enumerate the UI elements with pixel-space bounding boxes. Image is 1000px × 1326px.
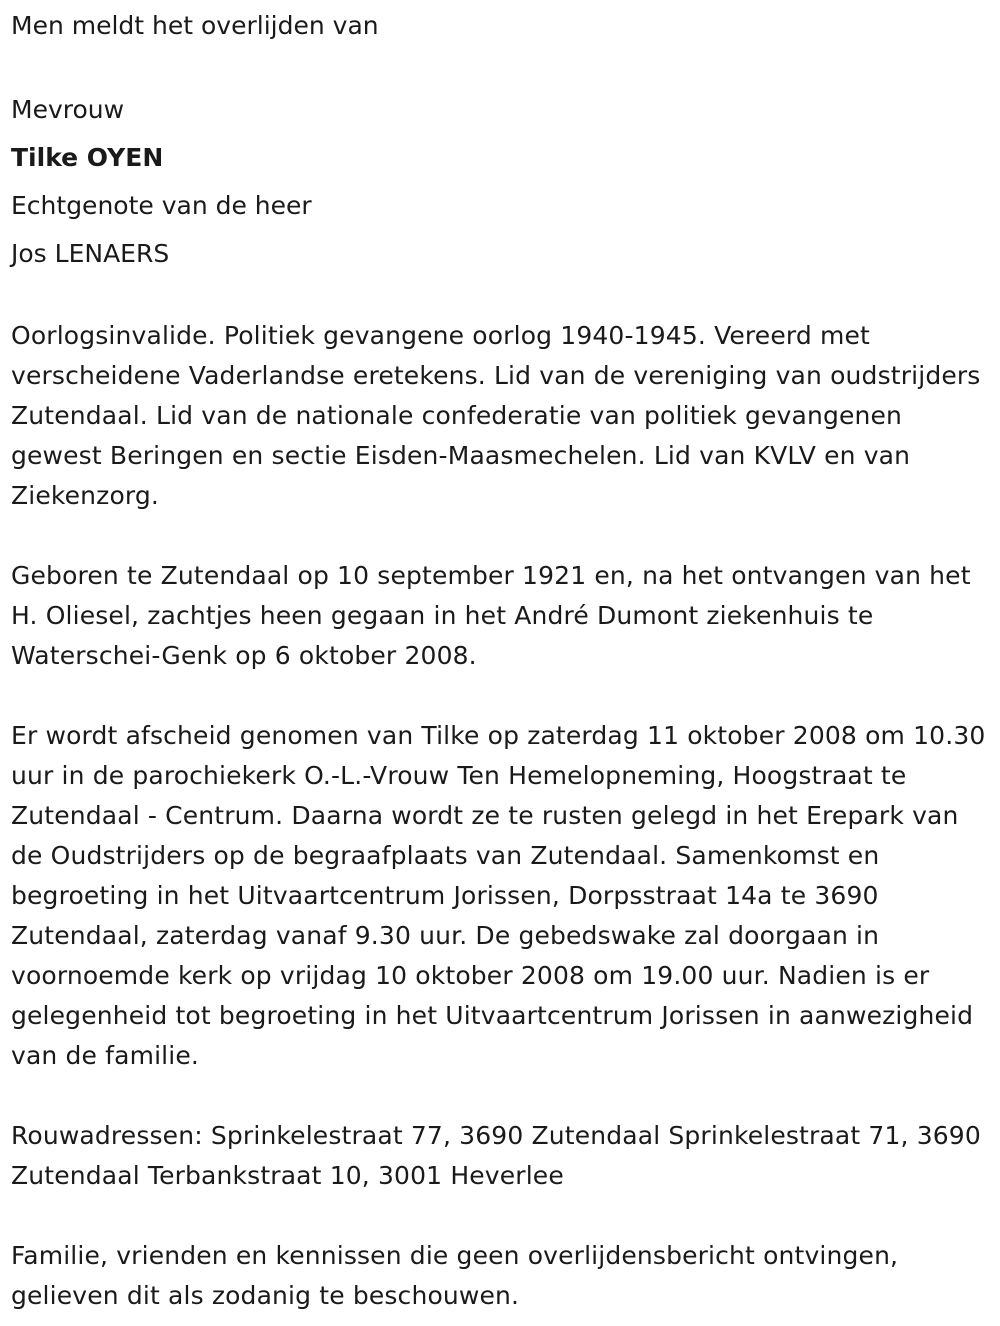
- paragraph-ceremony: Er wordt afscheid genomen van Tilke op zaterdag 11 oktober 2008 om 10.30 uur in de parochiekerk O.-L.-Vrouw Ten Hemelopneming, Hoogstraat te Zutendaal - Centrum. Daarna wordt ze te rusten gelegd in het Erepark van de Oudstrijders op de begraafplaats van Zutendaal. Samenkomst en begroeting in het Uitvaartcentrum Jorissen, Dorpsstraat 14a te 3690 Zutendaal, zaterdag vanaf 9.30 uur. De gebedswake zal doorgaan in voornoemde kerk op vrijdag 10 oktober 2008 om 19.00 uur. Nadien is er gelegenheid tot begroeting in het Uitvaartcentrum Jorissen in aanwezigheid van de familie.: [11, 721, 986, 1070]
- salutation: Mevrouw: [11, 95, 125, 124]
- section-gap: [11, 278, 988, 316]
- paragraph-closing: Familie, vrienden en kennissen die geen overlijdensbericht ontvingen, gelieven dit als zodanig te beschouwen.: [11, 1241, 899, 1310]
- paragraph-birth-death: Geboren te Zutendaal op 10 september 1921 en, na het ontvangen van het H. Oliesel, zachtjes heen gegaan in het André Dumont ziekenhuis te Waterschei-Genk op 6 oktober 2008.: [11, 561, 971, 670]
- relation-line: Echtgenote van de heer: [11, 191, 312, 220]
- paragraph-addresses: Rouwadressen: Sprinkelestraat 77, 3690 Zutendaal Sprinkelestraat 71, 3690 Zutendaal Terbankstraat 10, 3001 Heverlee: [11, 1121, 981, 1190]
- intro-line: Men meldt het overlijden van: [11, 11, 379, 40]
- deceased-name: Tilke OYEN: [11, 143, 164, 172]
- paragraph-honors: Oorlogsinvalide. Politiek gevangene oorlog 1940-1945. Vereerd met verscheidene Vaderlandse eretekens. Lid van de vereniging van oudstrijders Zutendaal. Lid van de nationale confederatie van politiek gevangenen gewest Beringen en sectie Eisden-Maasmechelen. Lid van KVLV en van Ziekenzorg.: [11, 321, 981, 510]
- spouse-name: Jos LENAERS: [11, 239, 170, 268]
